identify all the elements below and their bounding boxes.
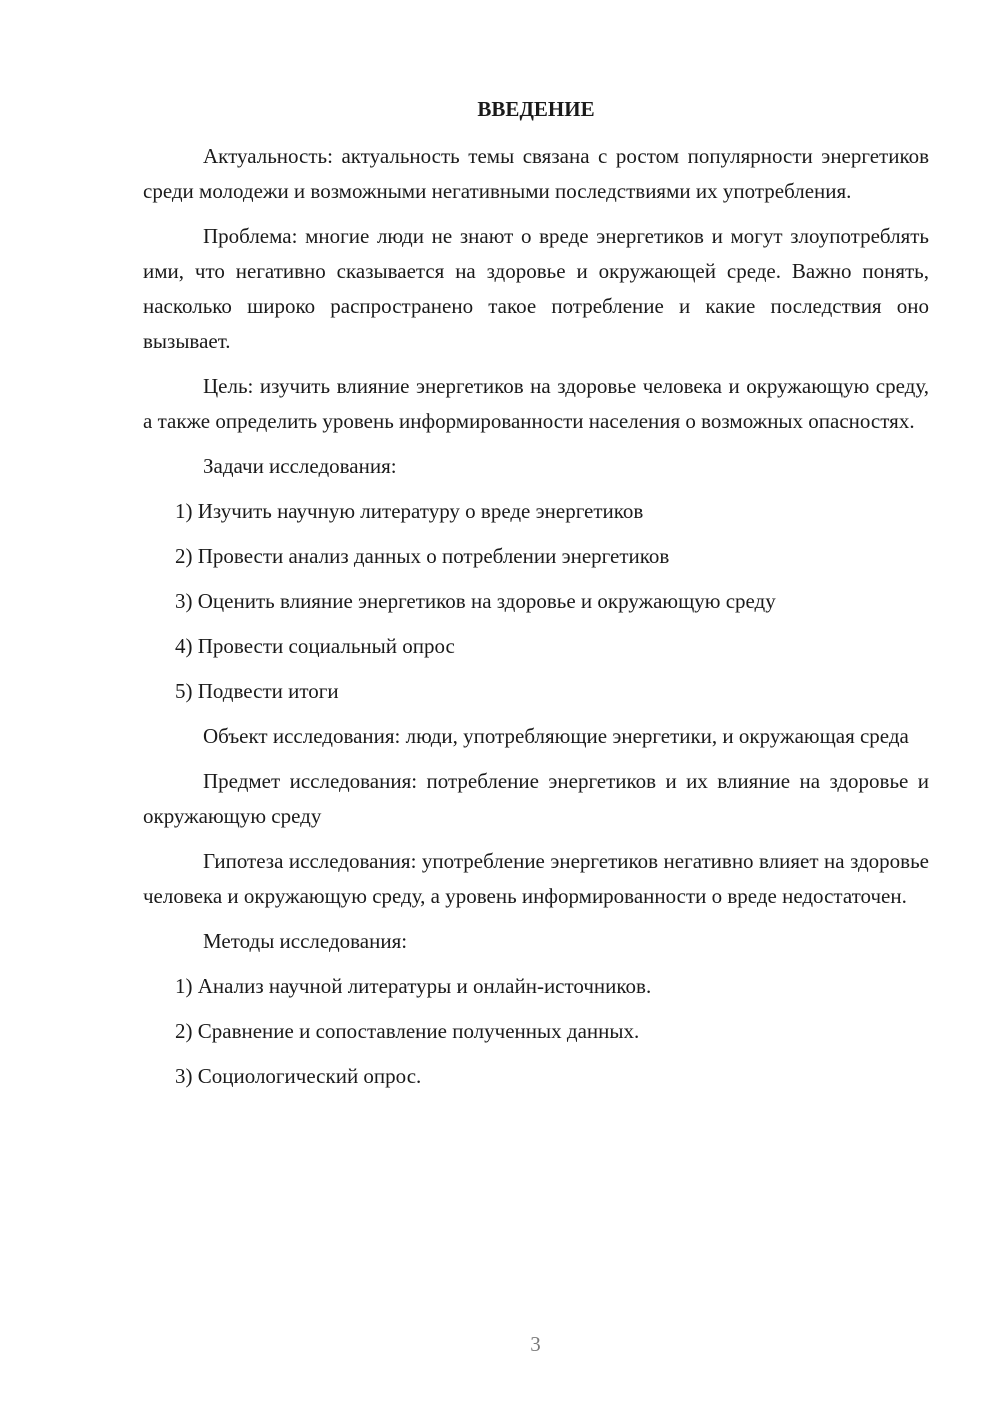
page-number: 3 <box>530 1332 541 1356</box>
list-item: 1) Анализ научной литературы и онлайн-источников. <box>175 974 652 998</box>
section-heading: ВВЕДЕНИЕ <box>477 97 595 121</box>
paragraph-problem: Проблема: многие люди не знают о вреде энергетиков и могут злоупотреблять ими, что негативно сказывается на здоровье и окружающей среде. Важно понять, насколько широко распространено такое потребление и какие последствия оно вызывает. <box>143 224 929 353</box>
list-item: 4) Провести социальный опрос <box>175 634 455 658</box>
list-item: 3) Социологический опрос. <box>175 1064 422 1088</box>
list-item: 2) Провести анализ данных о потреблении энергетиков <box>175 544 670 568</box>
list-item: 1) Изучить научную литературу о вреде энергетиков <box>175 499 644 523</box>
methods-title: Методы исследования: <box>203 929 408 953</box>
paragraph-goal: Цель: изучить влияние энергетиков на здоровье человека и окружающую среду, а также определить уровень информированности населения о возможных опасностях. <box>143 374 929 433</box>
document-page <box>143 92 929 1104</box>
paragraph-relevance: Актуальность: актуальность темы связана с ростом популярности энергетиков среди молодежи и возможными негативными последствиями их употребления. <box>143 144 929 203</box>
paragraph-object: Объект исследования: люди, употребляющие энергетики, и окружающая среда <box>203 724 909 748</box>
paragraph-hypothesis: Гипотеза исследования: употребление энергетиков негативно влияет на здоровье человека и окружающую среду, а уровень информированности о вреде недостаточен. <box>143 849 929 908</box>
list-item: 3) Оценить влияние энергетиков на здоровье и окружающую среду <box>175 589 776 613</box>
paragraph-subject: Предмет исследования: потребление энергетиков и их влияние на здоровье и окружающую среду <box>143 769 929 828</box>
list-item: 5) Подвести итоги <box>175 679 339 703</box>
tasks-title: Задачи исследования: <box>203 454 397 478</box>
methods-list <box>143 969 929 1094</box>
tasks-list <box>143 494 929 709</box>
list-item: 2) Сравнение и сопоставление полученных данных. <box>175 1019 640 1043</box>
